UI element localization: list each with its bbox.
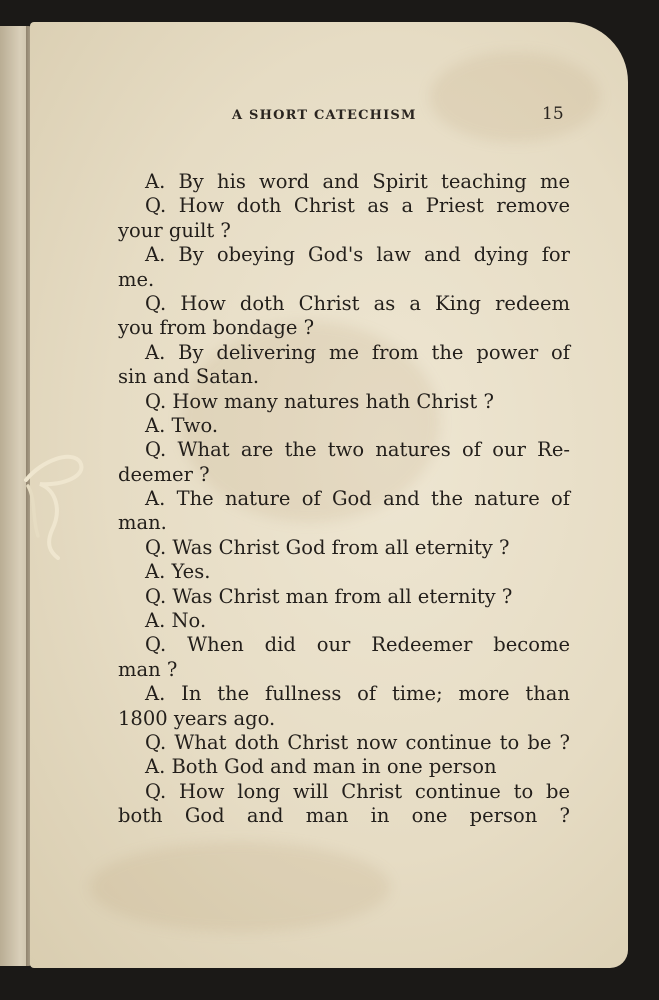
text-line: A. By delivering me from the power of — [145, 340, 570, 364]
text-line: A. No. — [145, 609, 207, 633]
text-line: sin and Satan. — [118, 365, 260, 389]
text-line: Q. Was Christ God from all eternity ? — [145, 535, 510, 559]
text-line: you from bondage ? — [118, 316, 315, 340]
text-line: A. By obeying God's law and dying for — [145, 243, 570, 267]
text-line: man ? — [118, 657, 178, 681]
text-line: Q. Was Christ man from all eternity ? — [145, 584, 513, 608]
page-stain — [90, 842, 390, 932]
text-line: A. Two. — [145, 413, 219, 437]
text-line: man. — [118, 511, 167, 535]
text-line: Q. What doth Christ now continue to be ? — [145, 730, 570, 754]
text-line: Q. What are the two natures of our Re- — [145, 438, 570, 462]
text-line: me. — [118, 267, 155, 291]
text-line: A. Both God and man in one person — [145, 755, 497, 779]
catechism-text — [118, 170, 570, 829]
page-number: 15 — [542, 104, 564, 124]
text-line: both God and man in one person ? — [118, 804, 570, 828]
text-line: Q. How long will Christ continue to be — [145, 779, 570, 803]
text-line: your guilt ? — [118, 218, 231, 242]
text-line: Q. How many natures hath Christ ? — [145, 389, 494, 413]
text-line: A. In the fullness of time; more than — [145, 682, 570, 706]
text-line: Q. How doth Christ as a King redeem — [145, 291, 570, 315]
text-line: A. Yes. — [145, 560, 211, 584]
running-title: A SHORT CATECHISM — [232, 108, 417, 123]
binding-string — [22, 440, 92, 560]
text-line: deemer ? — [118, 462, 210, 486]
text-line: Q. When did our Redeemer become — [145, 633, 570, 657]
running-head — [30, 104, 628, 130]
book-page — [30, 22, 628, 968]
text-line: Q. How doth Christ as a Priest remove — [145, 194, 570, 218]
text-line: 1800 years ago. — [118, 706, 276, 730]
text-line: A. By his word and Spirit teaching me — [145, 170, 570, 193]
text-line: A. The nature of God and the nature of — [145, 487, 570, 511]
